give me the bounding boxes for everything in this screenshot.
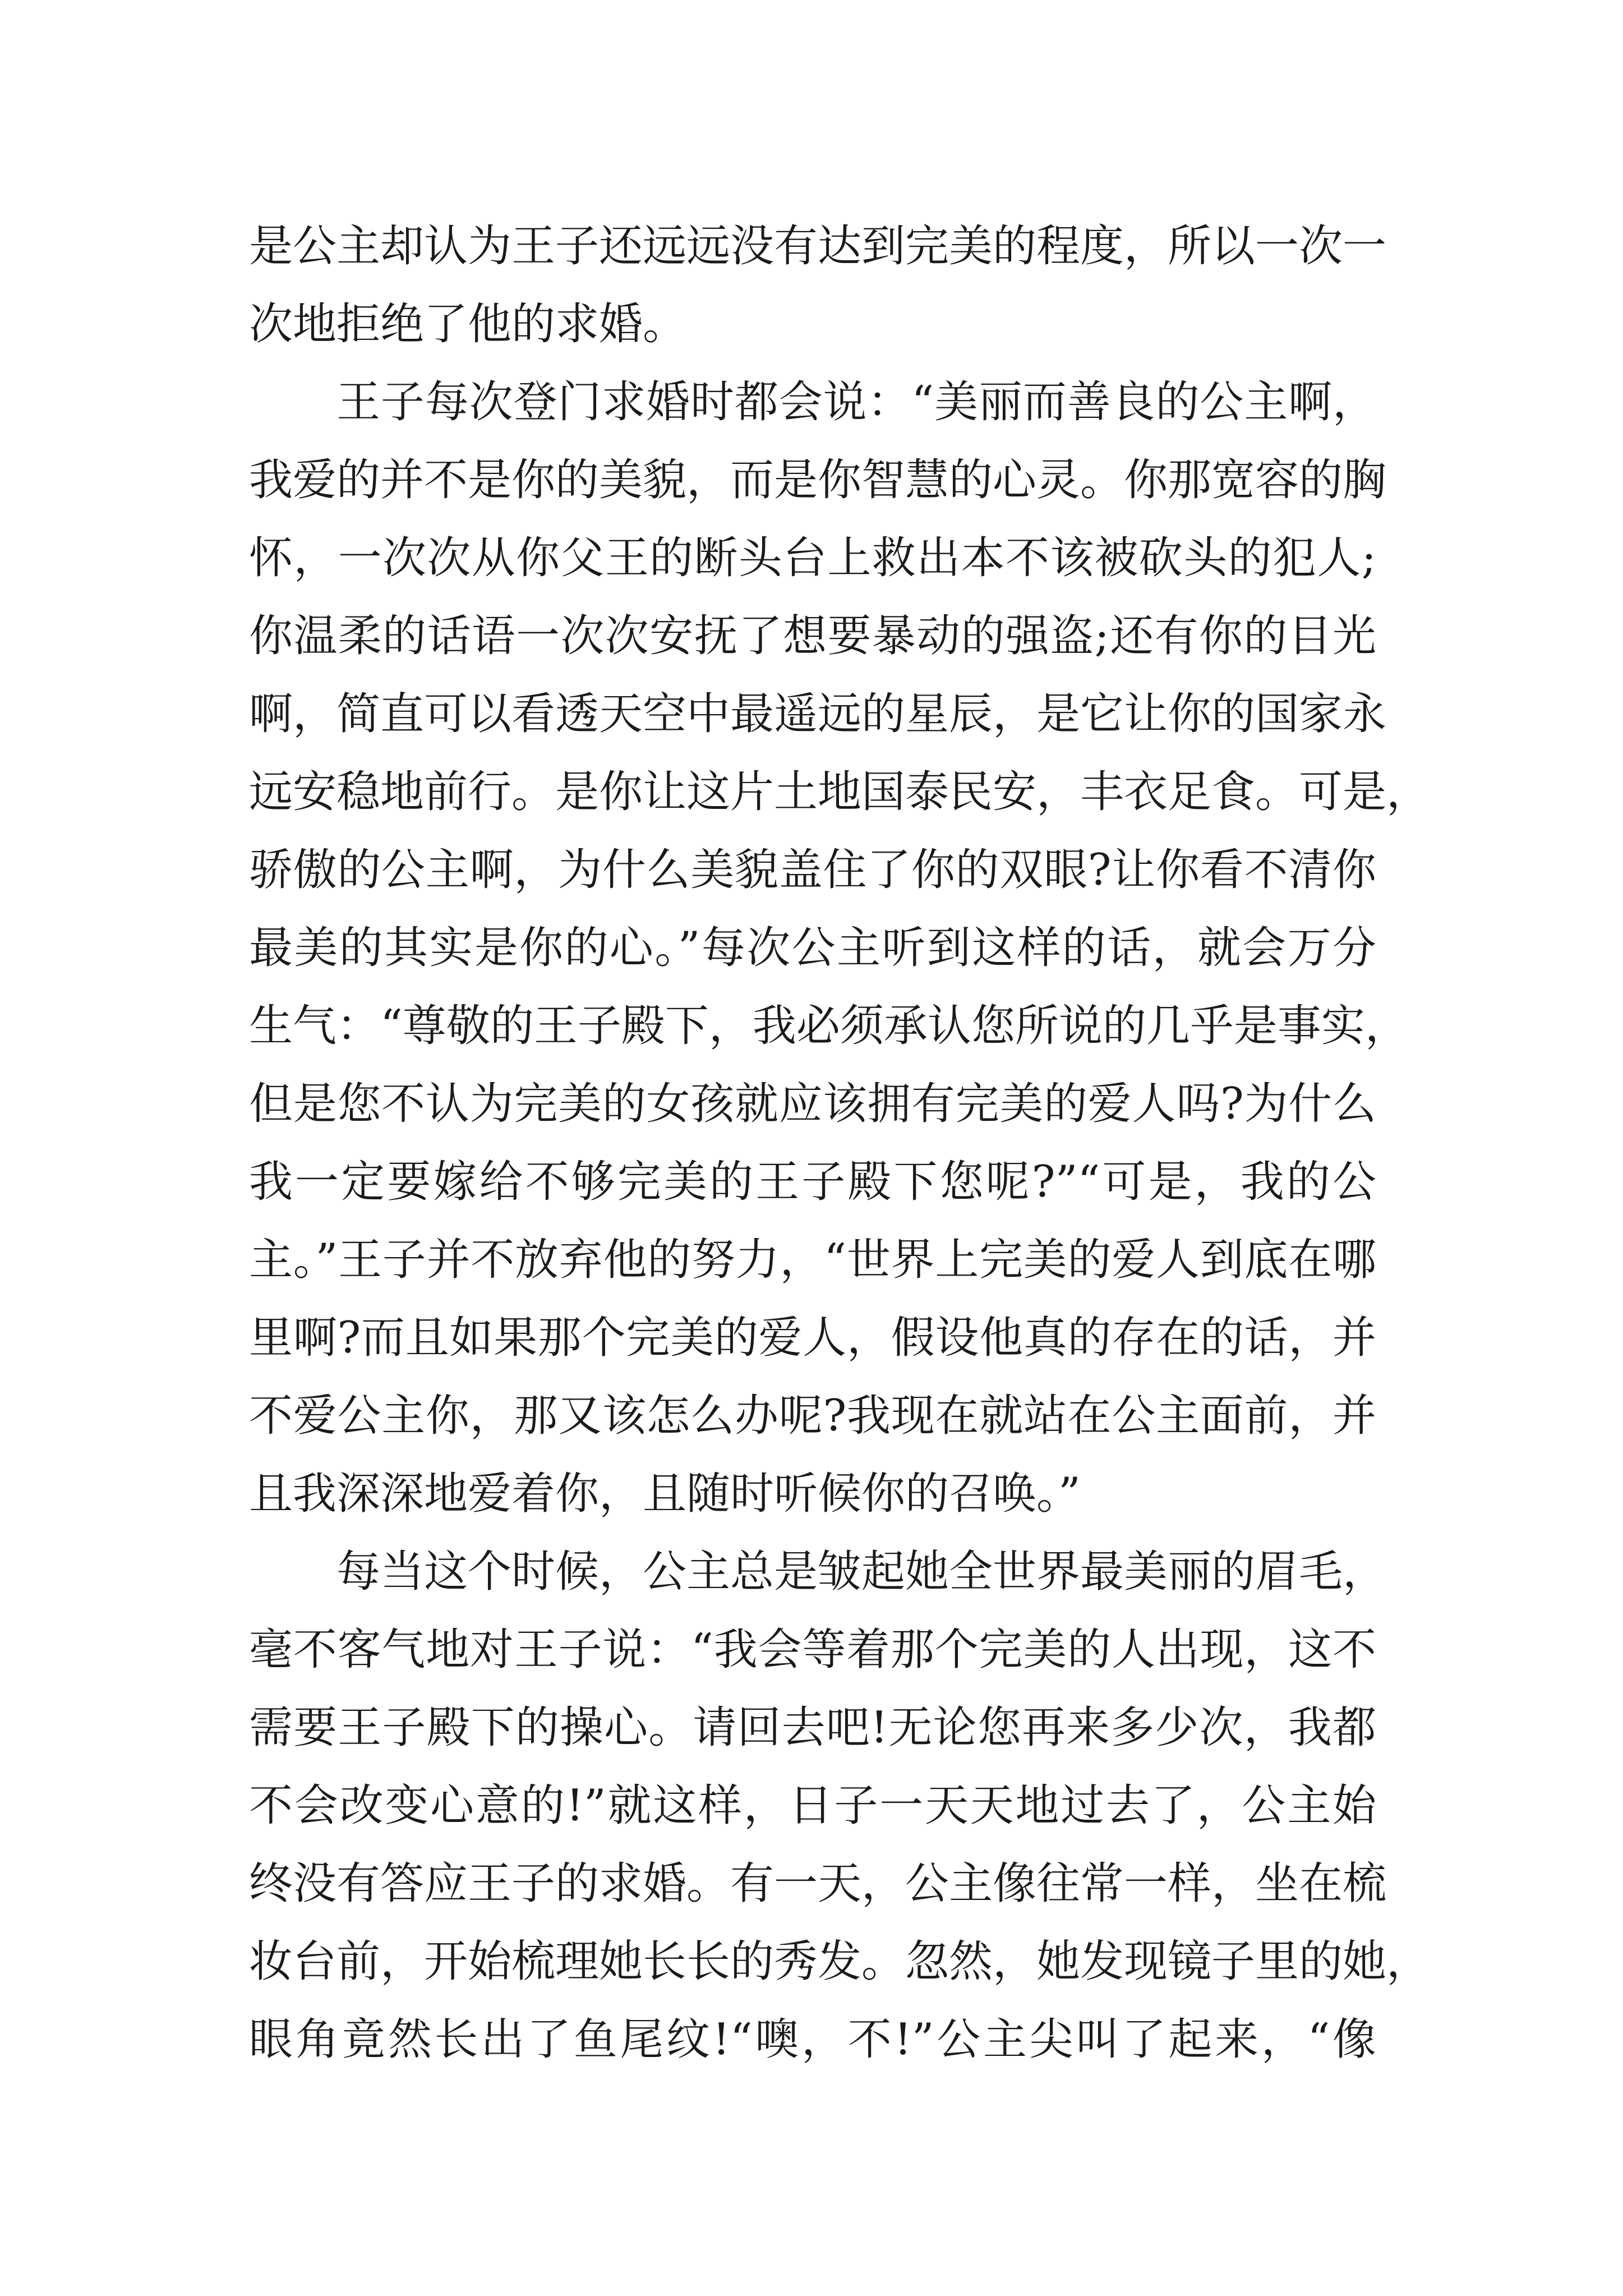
text-line-6: 你温柔的话语一次次安抚了想要暴动的强盗;还有你的目光 [249,611,1376,661]
text-line-1: 是公主却认为王子还远远没有达到完美的程度，所以一次一 [249,221,1387,272]
text-line-19: 毫不客气地对王子说：“我会等着那个完美的人出现，这不 [249,1625,1376,1675]
text-line-23: 妆台前，开始梳理她长长的秀发。忽然，她发现镜子里的她， [249,1936,1431,1987]
text-line-16: 不爱公主你，那又该怎么办呢?我现在就站在公主面前，并 [249,1391,1376,1441]
text-line-10: 最美的其实是你的心。”每次公主听到这样的话，就会万分 [249,923,1376,973]
text-line-20: 需要王子殿下的操心。请回去吧!无论您再来多少次，我都 [249,1703,1376,1753]
text-line-13: 我一定要嫁给不够完美的王子殿下您呢?”“可是，我的公 [249,1157,1376,1207]
text-line-2: 次地拒绝了他的求婚。 [249,299,687,349]
text-line-8: 远安稳地前行。是你让这片土地国泰民安，丰衣足食。可是， [249,767,1431,817]
text-line-18: 每当这个时候，公主总是皱起她全世界最美丽的眉毛， [336,1547,1387,1597]
text-line-22: 终没有答应王子的求婚。有一天，公主像往常一样，坐在梳 [249,1858,1387,1909]
story-text [249,208,1431,2079]
text-line-4: 我爱的并不是你的美貌，而是你智慧的心灵。你那宽容的胸 [249,455,1387,505]
text-line-3: 王子每次登门求婚时都会说：“美丽而善良的公主啊， [336,377,1376,427]
text-line-9: 骄傲的公主啊，为什么美貌盖住了你的双眼?让你看不清你 [249,845,1376,895]
text-line-15: 里啊?而且如果那个完美的爱人，假设他真的存在的话，并 [249,1313,1376,1363]
text-line-21: 不会改变心意的!”就这样，日子一天天地过去了，公主始 [249,1780,1376,1831]
text-line-24: 眼角竟然长出了鱼尾纹!“噢，不!”公主尖叫了起来，“像 [249,2014,1376,2065]
text-line-12: 但是您不认为完美的女孩就应该拥有完美的爱人吗?为什么 [249,1079,1376,1129]
text-line-5: 怀，一次次从你父王的断头台上救出本不该被砍头的犯人; [249,533,1376,583]
text-line-11: 生气：“尊敬的王子殿下，我必须承认您所说的几乎是事实， [249,1001,1409,1051]
text-line-14: 主。”王子并不放弃他的努力，“世界上完美的爱人到底在哪 [249,1235,1376,1285]
text-line-7: 啊，简直可以看透天空中最遥远的星辰，是它让你的国家永 [249,689,1387,739]
text-line-17: 且我深深地爱着你，且随时听候你的召唤。” [249,1469,1081,1519]
